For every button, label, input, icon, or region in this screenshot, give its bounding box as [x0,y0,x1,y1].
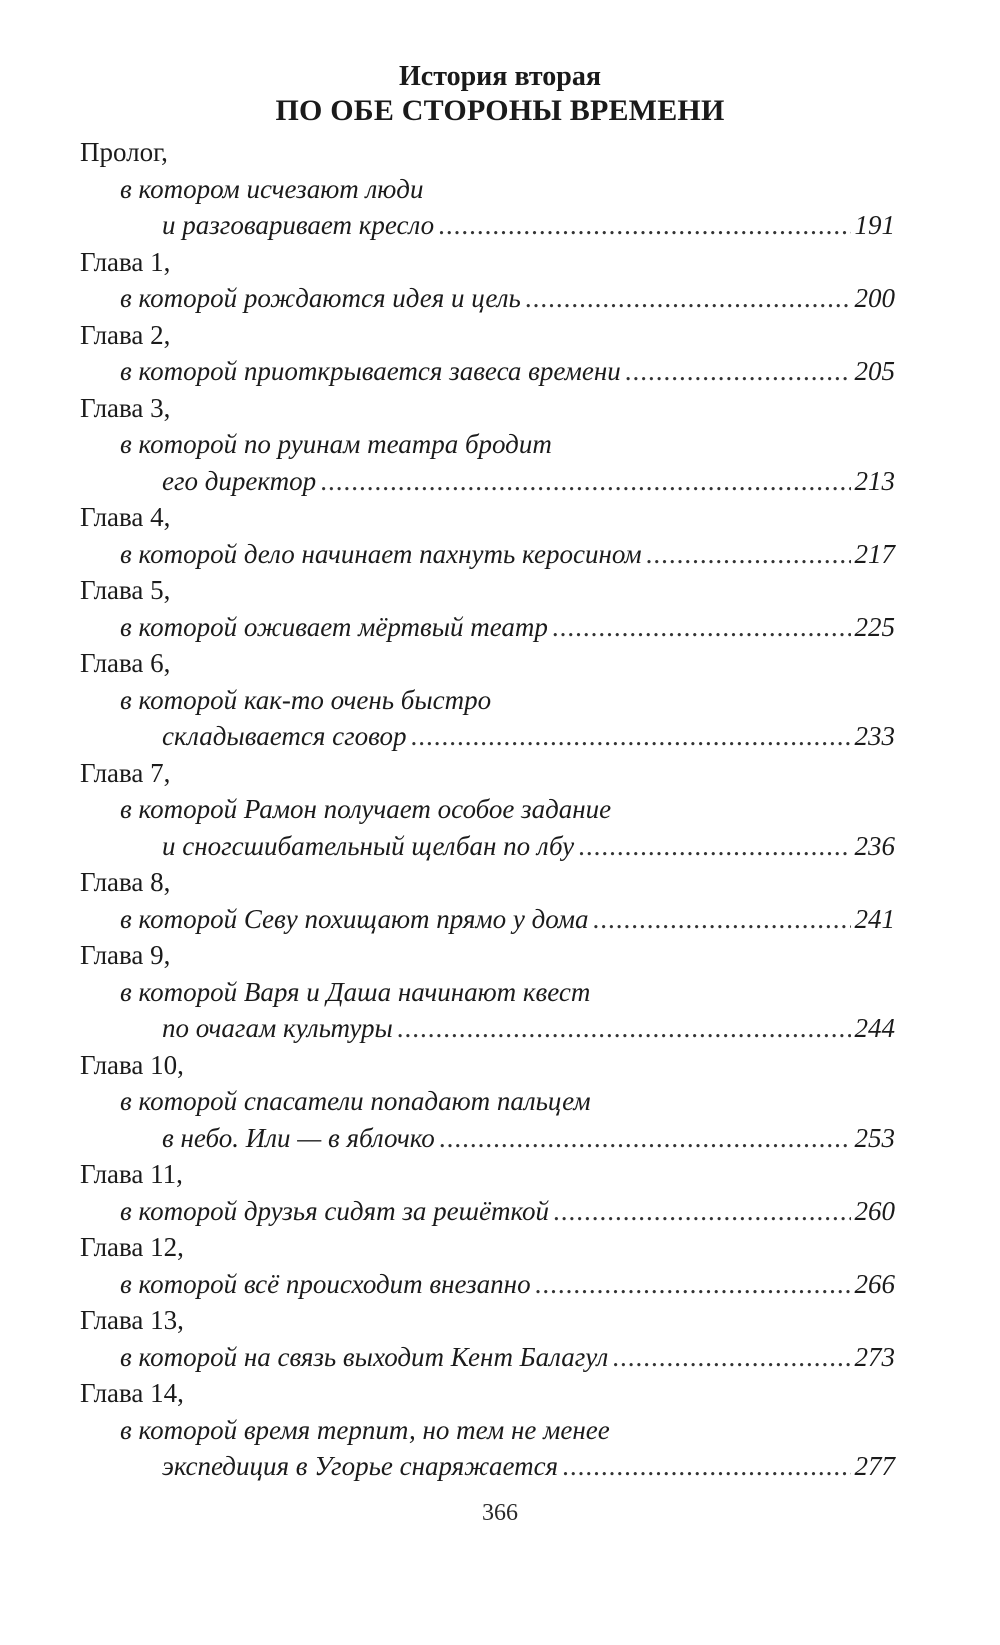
toc-entry-line [80,1266,895,1303]
toc-entry-text: в котором исчезают люди [120,173,424,204]
toc-chapter-label: Глава 4, [80,502,171,532]
dot-leader [553,1193,850,1230]
toc-entry-line [80,536,895,573]
toc-entry-text: в которой друзья сидят за решёткой [120,1195,550,1226]
toc-chapter-label: Глава 14, [80,1378,184,1408]
toc-entry-text: по очагам культуры [162,1013,393,1043]
toc-entry-text: в небо. Или — в яблочко [162,1122,435,1153]
table-of-contents [80,134,895,1485]
toc-entry-line [80,353,895,390]
toc-page-number: 225 [854,611,895,642]
dot-leader [578,828,850,865]
dot-leader [525,280,851,317]
toc-chapter-label: Глава 11, [80,1159,183,1189]
toc-entry-line [80,207,895,244]
toc-entry-text: в которой дело начинает пахнуть керосином [120,538,642,569]
toc-entry-line [80,1010,895,1047]
toc-chapter-label: Глава 5, [80,575,171,605]
toc-chapter-label: Пролог, [80,137,168,167]
toc-entry-text: в которой по руинам театра бродит [120,429,552,459]
toc-entry-text: в которой спасатели попадают пальцем [120,1086,591,1116]
story-heading: История вторая [399,61,601,92]
toc-entry-line [80,1339,895,1376]
dot-leader [438,207,850,244]
toc-page-number: 244 [854,1013,895,1043]
toc-entry-text: в которой оживает мёртвый театр [120,611,548,642]
dot-leader [535,1266,851,1303]
dot-leader [552,609,851,646]
toc-entry-line [80,901,895,938]
part-title: ПО ОБЕ СТОРОНЫ ВРЕМЕНИ [275,94,725,127]
toc-chapter-label: Глава 9, [80,940,171,970]
toc-entry-line [80,463,895,500]
toc-entry-line [80,1448,895,1485]
dot-leader [625,353,851,390]
toc-page-number: 205 [854,356,895,386]
toc-entry-line [80,280,895,317]
toc-page-number: 277 [854,1451,895,1481]
dot-leader [646,536,851,573]
dot-leader [439,1120,851,1157]
toc-entry-text: в которой время терпит, но тем не менее [120,1414,610,1445]
toc-entry-text: в которой Рамон получает особое задание [120,794,612,824]
toc-page-number: 260 [854,1195,895,1226]
toc-page-number: 200 [854,283,895,313]
toc-entry-text: экспедиция в Угорье снаряжается [162,1451,559,1481]
toc-entry-line [80,609,895,646]
toc-chapter-label: Глава 10, [80,1049,184,1080]
dot-leader [562,1448,850,1485]
toc-chapter-label: Глава 8, [80,867,171,897]
toc-chapter-label: Глава 7, [80,757,171,788]
toc-chapter-label: Глава 1, [80,246,171,277]
dot-leader [411,718,851,755]
toc-chapter-label: Глава 13, [80,1305,184,1335]
toc-entry-line [80,718,895,755]
toc-entry-line [80,1193,895,1230]
toc-entry-text: в которой рождаются идея и цель [120,283,521,313]
dot-leader [320,463,850,500]
toc-entry-text: в которой на связь выходит Кент Балагул [120,1341,609,1372]
toc-entry-text: в которой всё происходит внезапно [120,1268,531,1299]
toc-chapter-label: Глава 6, [80,648,171,678]
toc-page-number: 236 [854,830,895,861]
toc-entry-text: и разговаривает кресло [162,210,435,240]
toc-entry-text: в которой как-то очень быстро [120,684,492,715]
toc-page-number: 273 [854,1341,895,1372]
toc-entry-text: его директор [162,465,317,496]
dot-leader [612,1339,850,1376]
toc-entry-text: и сногсшибательный щелбан по лбу [162,830,575,861]
toc-page-number: 266 [854,1268,895,1299]
toc-entry-line [80,828,895,865]
toc-page-number: 233 [854,721,895,751]
toc-entry-text: складывается сговор [162,721,407,751]
toc-page-number: 253 [854,1122,895,1153]
dot-leader [593,901,851,938]
toc-entry-text: в которой приоткрывается завеса времени [120,356,621,386]
toc-entry-line [80,1120,895,1157]
toc-page-number: 191 [854,210,895,240]
dot-leader [397,1010,851,1047]
toc-page-number: 213 [854,465,895,496]
toc-page-number: 241 [854,903,895,934]
toc-chapter-label: Глава 12, [80,1232,184,1262]
toc-page-number: 217 [854,538,895,569]
toc-chapter-label: Глава 3, [80,392,171,423]
toc-entry-text: в которой Варя и Даша начинают квест [120,976,591,1007]
toc-entry-text: в которой Севу похищают прямо у дома [120,903,589,934]
page-number: 366 [482,1500,518,1526]
toc-chapter-label: Глава 2, [80,319,171,350]
